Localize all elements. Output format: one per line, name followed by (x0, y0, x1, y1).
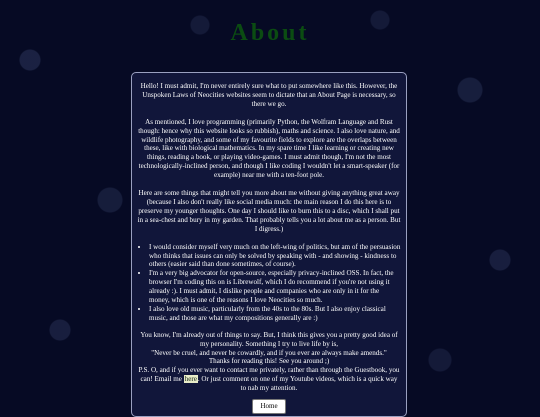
motto-quote: "Never be cruel, and never be cowardly, and if you ever are always make amends." (151, 348, 387, 357)
postscript-before: P.S. O, and if you ever want to contact me privately, rather than through the Guestbook, you can! Email me (138, 366, 400, 384)
page-title: About (230, 20, 310, 46)
home-button[interactable]: Home (252, 399, 286, 414)
list-item: • I also love old music, particularly from the 40s to the 80s. But I also enjoy classical music, and those are what my compositions generally are :) (149, 305, 401, 323)
postscript-after: . Or just comment on one of my Youtube videos, which is a quick way to nab my attention. (197, 375, 398, 393)
closing-section (137, 331, 401, 393)
email-link[interactable]: here (184, 375, 197, 384)
interests-paragraph: As mentioned, I love programming (primarily Python, the Wolfram Language and Rust though: hence why this website looks so rubbish), maths and science. I also love nature, and wildlife photography, and some of my favourite fields to explore are the overlaps between these, like with biological mathematics. In my spare time I like learning or creating new things, reading a book, or playing video-games. I must admit though, I'm not the most technologically-inclined person, and though I like coding I wouldn't let a smart-speaker (for example) near me with a ten-foot pole. (138, 117, 400, 180)
facts-list (137, 243, 401, 323)
list-item: • I'm a very big advocator for open-source, especially privacy-inclined OSS. In fact, the browser I'm coding this on is Librewolf, which I do recommend if you're not using it already :). I must admit, I dislike people and companies who are only in it for the money, which is one of the reasons I love Neocities so much. (149, 269, 401, 305)
intro-paragraph: Hello! I must admit, I'm never entirely sure what to put somewhere like this. However, the Unspoken Laws of Neocities websites seem to dictate that an About Page is necessary, so there we go. (140, 82, 398, 108)
thanks-text: Thanks for reading this! See you around ;) (208, 357, 330, 366)
postscript (137, 366, 401, 393)
things-paragraph: Here are some things that might tell you more about me without giving anything great away (because I also don't really like social media much: the main reason I do this here is to preserve my younger thoughts. One day I should like to burn this to a disc, which I shall put in a sea-chest and bury in my garden. That probably tells you a lot about me as a person. But I digress.) (137, 189, 401, 233)
list-item: • I would consider myself very much on the left-wing of politics, but am of the persuasion who thinks that issues can only be solved by speaking with - and showing - kindness to others (easier said than done sometimes, of course). (149, 243, 401, 270)
closing-text: You know, I'm already out of things to say. But, I think this gives you a pretty good idea of my personality. Something I try to live life by is, (140, 330, 398, 348)
about-card (131, 72, 407, 417)
